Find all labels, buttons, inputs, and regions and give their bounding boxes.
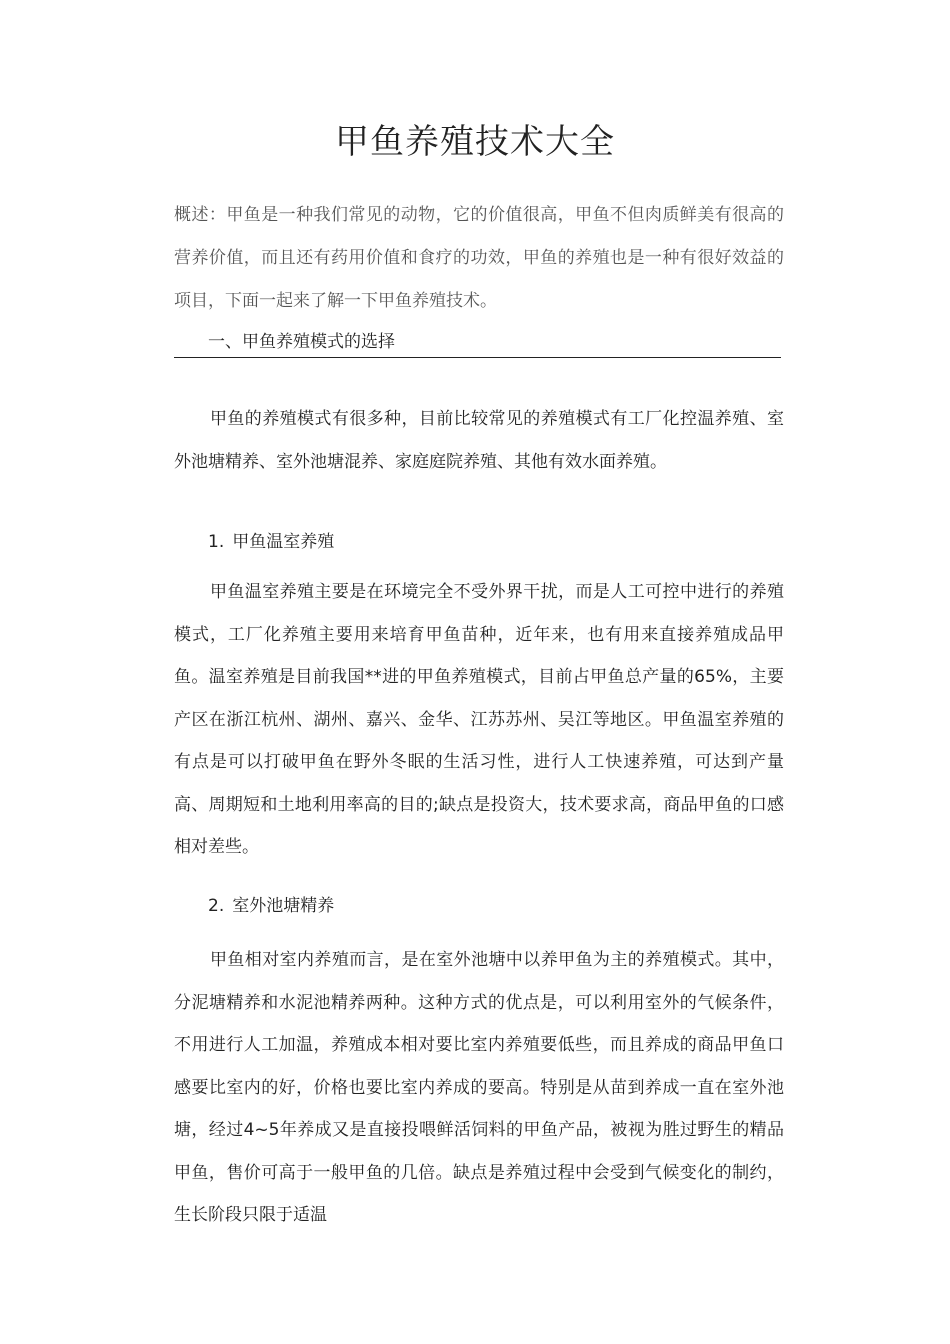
document-title: 甲鱼养殖技术大全 <box>335 122 615 162</box>
subsection-title: 室外池塘精养 <box>232 896 335 916</box>
subsection-heading-2 <box>208 889 334 923</box>
section-heading: 一、甲鱼养殖模式的选择 <box>174 325 781 358</box>
section-intro-paragraph: 甲鱼的养殖模式有很多种，目前比较常见的养殖模式有工厂化控温养殖、室外池塘精养、室外池塘混养、家庭庭院养殖、其他有效水面养殖。 <box>174 409 784 472</box>
summary-paragraph: 概述：甲鱼是一种我们常见的动物，它的价值很高，甲鱼不但肉质鲜美有很高的营养价值，而且还有药用价值和食疗的功效，甲鱼的养殖也是一种有很好效益的项目，下面一起来了解一下甲鱼养殖技术。 <box>174 205 784 311</box>
subsection-body-2: 甲鱼相对室内养殖而言，是在室外池塘中以养甲鱼为主的养殖模式。其中，分泥塘精养和水泥池精养两种。这种方式的优点是，可以利用室外的气候条件，不用进行人工加温，养殖成本相对要比室内养殖要低些，而且养成的商品甲鱼口感要比室内的好，价格也要比室内养成的要高。特别是从苗到养成一直在室外池塘，经过4~5年养成又是直接投喂鲜活饲料的甲鱼产品，被视为胜过野生的精品甲鱼，售价可高于一般甲鱼的几倍。缺点是养殖过程中会受到气候变化的制约，生长阶段只限于适温 <box>174 950 784 1225</box>
subsection-number: 1. <box>208 532 225 552</box>
subsection-title: 甲鱼温室养殖 <box>232 532 335 552</box>
subsection-body-1: 甲鱼温室养殖主要是在环境完全不受外界干扰，而是人工可控中进行的养殖模式，工厂化养殖主要用来培育甲鱼苗种，近年来，也有用来直接养殖成品甲鱼。温室养殖是目前我国**进的甲鱼养殖模式，目前占甲鱼总产量的65%，主要产区在浙江杭州、湖州、嘉兴、金华、江苏苏州、吴江等地区。甲鱼温室养殖的有点是可以打破甲鱼在野外冬眠的生活习性，进行人工快速养殖，可达到产量高、周期短和土地利用率高的目的;缺点是投资大，技术要求高，商品甲鱼的口感相对差些。 <box>174 582 784 857</box>
subsection-number: 2. <box>208 896 225 916</box>
subsection-heading-1 <box>208 525 334 559</box>
